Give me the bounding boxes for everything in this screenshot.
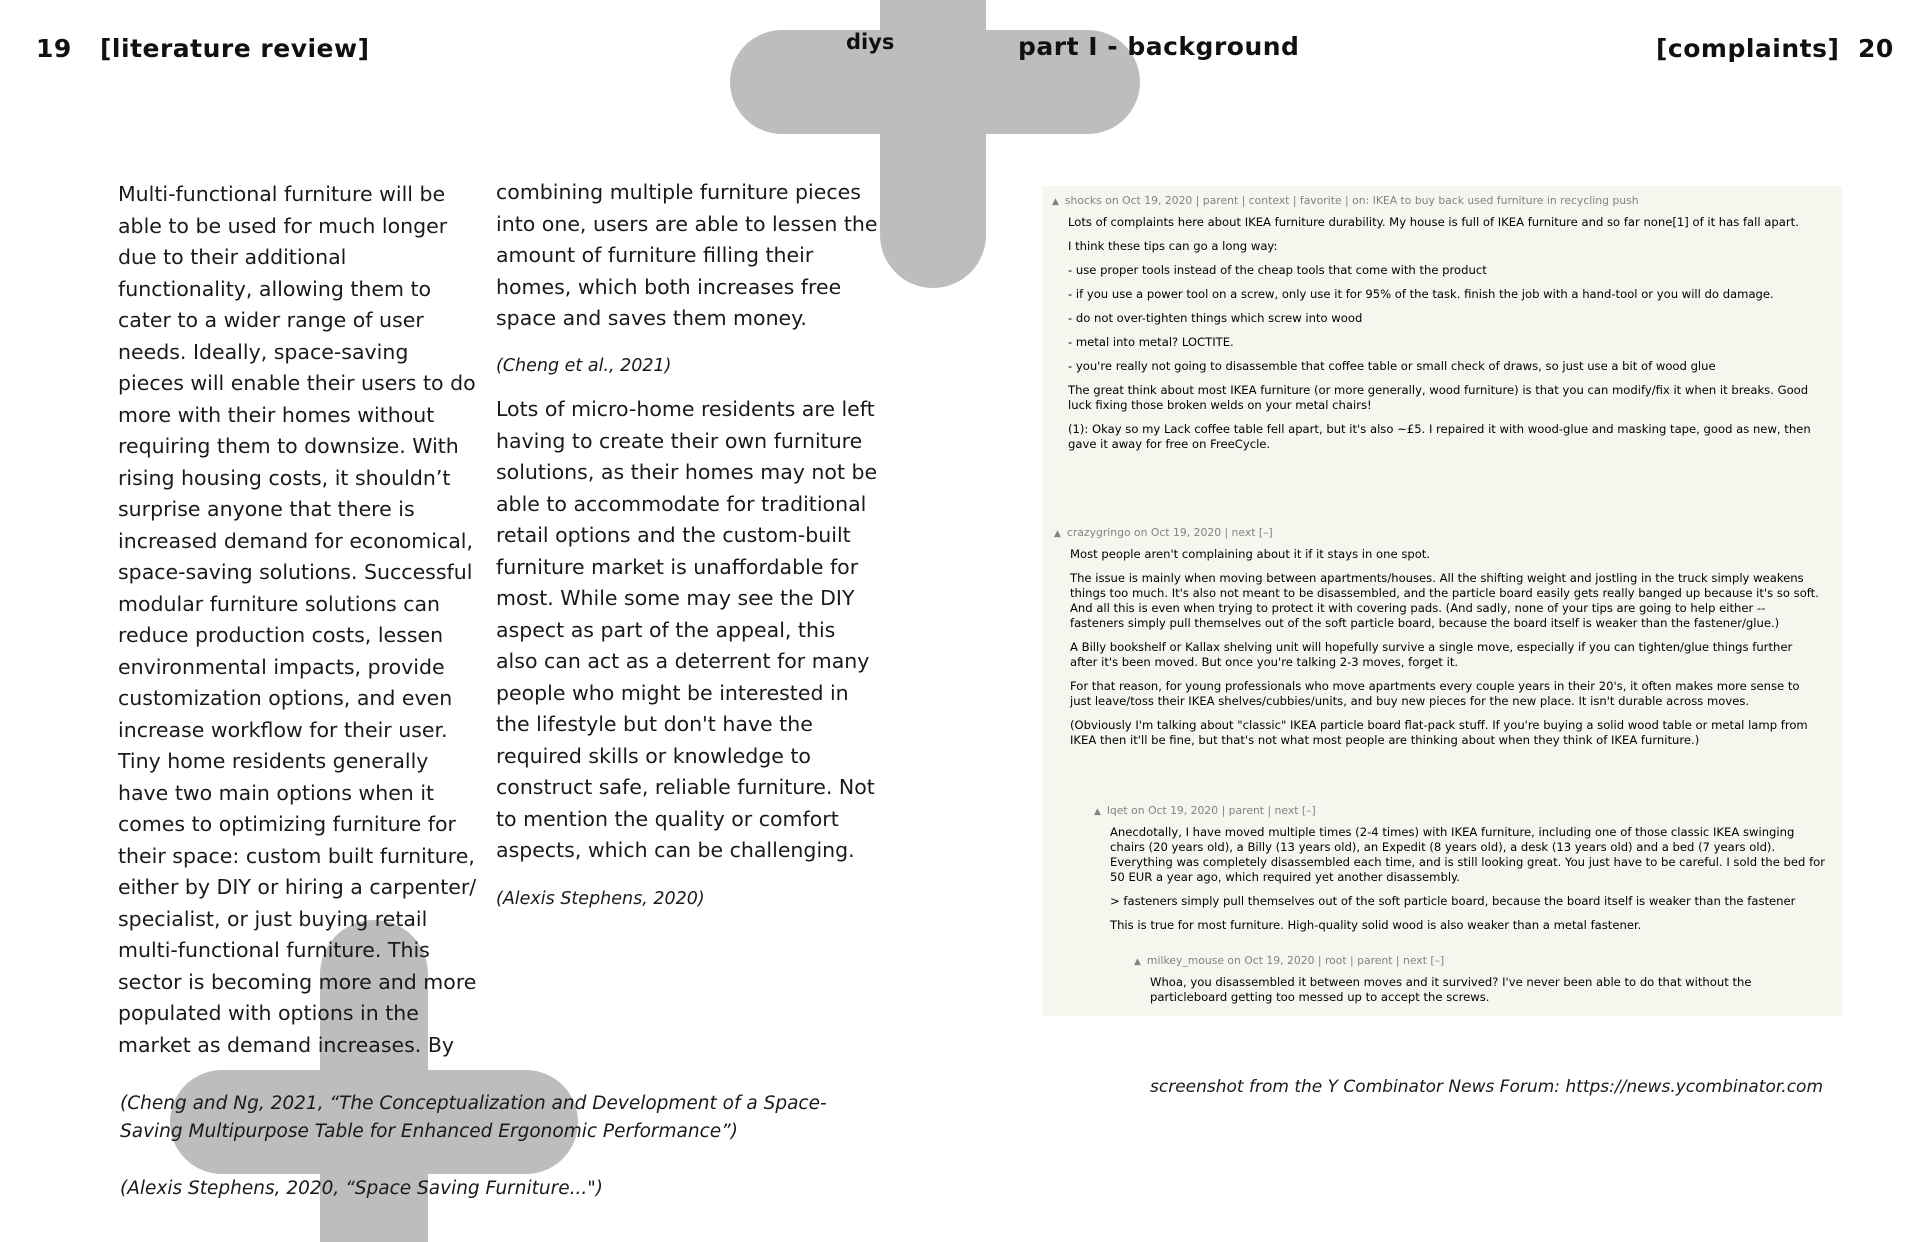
left-page-number: 19	[36, 34, 72, 63]
right-section-title: [complaints]	[1656, 34, 1840, 63]
comment-meta: ▲ crazygringo on Oct 19, 2020 | next [–]	[1054, 526, 1273, 539]
column1-paragraph: Multi-functional furniture will be able to be used for much longer due to their additional functionality, allowing them to cater to a wider range of user needs. Ideally, space-saving pieces will enable their users to do more with their homes without requiring them to downsize. With rising housing costs, it shouldn’t surprise anyone that there is increased demand for economical, space-saving solutions. Successful modular furniture solutions can reduce production costs, lessen environmental impacts, provide customization options, and even increase workflow for their user. Tiny home residents generally have two main options when it comes to optimizing furniture for their space: custom built furniture, either by DIY or hiring a carpenter/ specialist, or just buying retail multi-functional furniture. This sector is becoming more and more populated with options in the market as demand increases. By	[118, 182, 477, 1057]
logo-text: diys	[846, 30, 895, 54]
forum-comment	[1134, 954, 1826, 1014]
column2-paragraph2: Lots of micro-home residents are left having to create their own furniture solutions, as their homes may not be able to accommodate for traditional retail options and the custom-built furniture market is unaffordable for most. While some may see the DIY aspect as part of the appeal, this also can act as a deterrent for many people who might be interested in the lifestyle but don't have the required skills or knowledge to construct safe, reliable furniture. Not to mention the quality or comfort aspects, which can be challenging.	[496, 397, 878, 862]
upvote-icon[interactable]: ▲	[1134, 957, 1141, 967]
reference-1-line1: (Cheng and Ng, 2021, “The Conceptualization and Development of a Space-	[120, 1093, 827, 1114]
upvote-icon[interactable]: ▲	[1052, 197, 1059, 207]
right-page-number: 20	[1858, 34, 1894, 63]
comment-meta: ▲ milkey_mouse on Oct 19, 2020 | root | parent | next [–]	[1134, 954, 1445, 967]
forum-comment	[1054, 526, 1822, 757]
forum-screenshot	[1042, 186, 1842, 1016]
comment-body: Most people aren't complaining about it if it stays in one spot. The issue is mainly when moving between apartments/houses. All the shifting weight and jostling in the truck simply weakens things too much. It's also not meant to be disassembled, and the particle board easily gets really banged up because it's so soft. And all this is even when trying to protect it with covering pads. (And sadly, none of your tips are going to help either -- fasteners simply pull themselves out of the soft particle board, because the board itself is weaker than the fastener/glue.) A Billy bookshelf or Kallax shelving unit will hopefully survive a single move, especially if you can tighten/glue things further after it's been moved. But once you're talking 2-3 moves, forget it. For that reason, for young professionals who move apartments every couple years in their 20's, it often makes more sense to just leave/toss their IKEA shelves/cubbies/units, and buy new pieces for the new place. It isn't durable across moves. (Obviously I'm talking about "classic" IKEA particle board flat-pack stuff. If you're buying a solid wood table or metal lamp from IKEA then it'll be fine, but that's not what most people are thinking about when they think of IKEA furniture.)	[1070, 547, 1823, 747]
comment-body: Anecdotally, I have moved multiple times (2-4 times) with IKEA furniture, including one of those classic IKEA swinging chairs (20 years old), a Billy (13 years old), an Expedit (8 years old), a desk (13 years old) and a bed (7 years old). Everything was completely disassembled each time, and is still looking great. You just have to be careful. I sold the bed for 50 EUR a year ago, which required yet another disassembly. > fasteners simply pull themselves out of the soft particle board, because the board itself is weaker than the fastener This is true for most furniture. High-quality solid wood is also weaker than a metal fastener.	[1110, 825, 1829, 932]
upvote-icon[interactable]: ▲	[1094, 807, 1101, 817]
column2-citation1: (Cheng et al., 2021)	[496, 356, 672, 376]
upvote-icon[interactable]: ▲	[1054, 529, 1061, 539]
left-section-title: [literature review]	[100, 34, 370, 63]
forum-comment	[1052, 194, 1822, 461]
column2-citation2: (Alexis Stephens, 2020)	[496, 889, 705, 909]
reference-1-line2: Saving Multipurpose Table for Enhanced Ergonomic Performance”)	[120, 1121, 738, 1142]
diys-logo	[846, 30, 894, 54]
comment-meta: ▲ shocks on Oct 19, 2020 | parent | context | favorite | on: IKEA to buy back used furniture in recycling push	[1052, 194, 1639, 207]
comment-body: Whoa, you disassembled it between moves and it survived? I've never been able to do that without the particleboard getting too messed up to accept the screws.	[1150, 975, 1756, 1004]
comment-meta: ▲ lqet on Oct 19, 2020 | parent | next [–]	[1094, 804, 1316, 817]
reference-2: (Alexis Stephens, 2020, “Space Saving Furniture...")	[120, 1178, 603, 1199]
comment-body: Lots of complaints here about IKEA furniture durability. My house is full of IKEA furniture and so far none[1] of it has fall apart. I think these tips can go a long way: - use proper tools instead of the cheap tools that come with the product - if you use a power tool on a screw, only use it for 95% of the task. finish the job with a hand-tool or you will do damage. - do not over-tighten things which screw into wood - metal into metal? LOCTITE. - you're really not going to disassemble that coffee table or small check of draws, so just use a bit of wood glue The great think about most IKEA furniture (or more generally, wood furniture) is that you can modify/fix it when it breaks. Good luck fixing those broken welds on your metal chairs! (1): Okay so my Lack coffee table fell apart, but it's also ~£5. I repaired it with wood-glue and masking tape, good as new, then gave it away for free on FreeCycle.	[1068, 215, 1815, 451]
column2-paragraph1: combining multiple furniture pieces into one, users are able to lessen the amount of furniture filling their homes, which both increases free space and saves them money.	[496, 180, 878, 330]
center-title: part I - background	[1018, 32, 1300, 61]
screenshot-caption: screenshot from the Y Combinator News Forum: https://news.ycombinator.com	[1150, 1077, 1824, 1097]
forum-comment	[1094, 804, 1829, 942]
